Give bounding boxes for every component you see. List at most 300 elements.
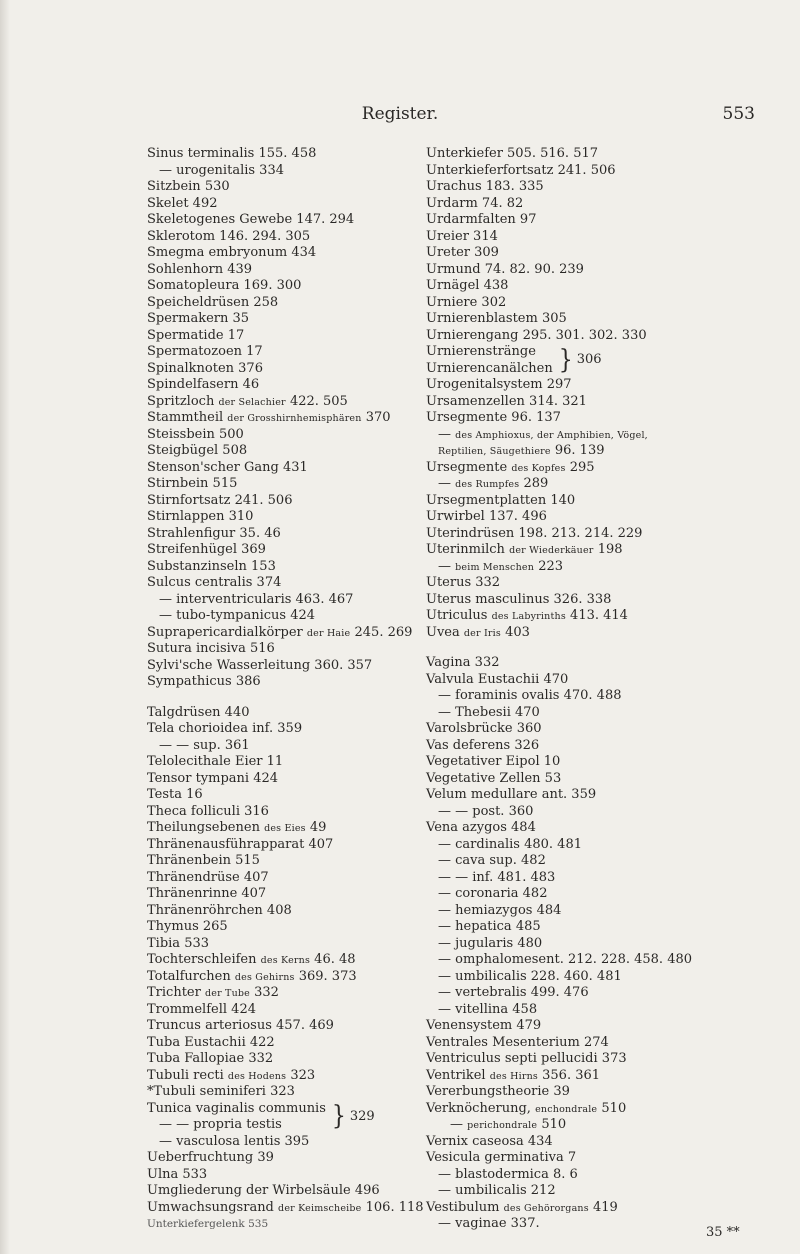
index-entry [147, 721, 402, 738]
index-entry [147, 410, 402, 427]
entry-term: Sklerotom 146. 294. 305 [147, 228, 311, 244]
entry-qualifier: enchondrale [535, 1103, 598, 1115]
entry-term: — cava sup. 482 [438, 853, 546, 868]
index-entry [426, 509, 798, 526]
entry-qualifier: des Labyrinths [491, 611, 566, 622]
entry-term: Spermatide 17 [147, 327, 245, 343]
entry-term: Testa 16 [147, 787, 203, 802]
index-entry [147, 641, 402, 658]
entry-term: Unterkieferfortsatz 241. 506 [426, 162, 616, 178]
entry-term: — — sup. 361 [159, 737, 250, 753]
entry-term: Strahlenfigur 35. 46 [147, 525, 281, 541]
index-entry: Urnierenstränge [426, 344, 536, 359]
entry-qualifier: des Eies [264, 823, 306, 834]
entry-term: — hepatica 485 [438, 919, 541, 934]
index-entry [426, 592, 798, 609]
entry-term: Ventrikel [426, 1067, 486, 1083]
index-entry [426, 163, 798, 180]
page-reference: 369. 373 [298, 968, 357, 984]
entry-term: Sympathicus 386 [147, 674, 261, 689]
index-entry [147, 328, 402, 345]
entry-term: Tensor tympani 424 [147, 770, 279, 786]
index-entry [147, 969, 402, 986]
index-entry [147, 1167, 402, 1184]
index-entry [426, 196, 798, 213]
index-entry [426, 427, 798, 444]
entry-term: Thränenausführapparat 407 [147, 836, 334, 852]
entry-term: — umbilicalis 212 [438, 1183, 556, 1198]
entry-term: Uterinmilch [426, 542, 505, 557]
index-entry [147, 526, 402, 543]
entry-term: Urmund 74. 82. 90. 239 [426, 261, 584, 277]
entry-term: Telolecithale Eier 11 [147, 754, 284, 769]
page-reference: 422. 505 [289, 393, 348, 409]
index-entry [426, 936, 798, 953]
entry-term: Uvea [426, 624, 460, 640]
index-entry [147, 163, 402, 180]
index-entry [147, 278, 402, 295]
entry-term: Vagina 332 [426, 655, 500, 670]
entry-term: — blastodermica 8. 6 [438, 1166, 578, 1182]
index-entry [426, 625, 798, 642]
entry-term: — umbilicalis 228. 460. 481 [438, 968, 622, 984]
page-header [0, 104, 800, 134]
entry-term: Tuba Fallopiae 332 [147, 1051, 274, 1066]
index-entry [426, 1117, 798, 1134]
entry-qualifier: der Grosshirnhemisphären [227, 413, 362, 424]
entry-term: Thymus 265 [147, 919, 228, 934]
entry-qualifier: des Gehirns [234, 971, 295, 983]
index-column-left [147, 146, 424, 1233]
entry-term: *Tubuli seminiferi 323 [147, 1084, 295, 1099]
entry-term: Sohlenhorn 439 [147, 261, 253, 277]
page-reference: 295 [569, 459, 595, 475]
index-entry [426, 311, 798, 328]
entry-term: Urdarm 74. 82 [426, 195, 524, 211]
page-reference: 370 [365, 410, 391, 425]
page-number: 553 [722, 104, 755, 124]
entry-term: Thränenbein 515 [147, 853, 260, 868]
page-reference: 323 [290, 1067, 316, 1083]
entry-term: Ursamenzellen 314. 321 [426, 393, 587, 409]
index-entry [426, 377, 798, 394]
index-entry [426, 985, 798, 1002]
entry-qualifier: der Keimscheibe [278, 1202, 362, 1214]
index-entry [426, 820, 798, 837]
entry-term: — cardinalis 480. 481 [438, 836, 582, 852]
entry-term: Vena azygos 484 [426, 820, 536, 835]
index-entry [147, 1035, 402, 1052]
entry-term: — vaginae 337. [438, 1216, 540, 1231]
index-entry [147, 493, 402, 510]
page-title: Register. [361, 104, 439, 124]
entry-term: Verknöcherung, [426, 1100, 531, 1116]
entry-term: Spritzloch [147, 393, 215, 409]
index-entry [147, 754, 402, 771]
entry-term: Umgliederung der Wirbelsäule 496 [147, 1183, 380, 1198]
index-entry [147, 1018, 402, 1035]
page-reference: 510 [601, 1100, 627, 1116]
index-entry [147, 1199, 424, 1217]
page-reference: 46. 48 [314, 952, 356, 967]
entry-term: Truncus arteriosus 457. 469 [147, 1018, 334, 1033]
entry-term: Urnägel 438 [426, 278, 509, 293]
entry-term: Speicheldrüsen 258 [147, 294, 279, 310]
entry-term: Venensystem 479 [426, 1018, 542, 1033]
index-entry [426, 295, 798, 312]
entry-term: Spindelfasern 46 [147, 377, 260, 392]
index-entry [426, 754, 798, 771]
index-entry [147, 936, 402, 953]
page-reference: 329 [349, 1108, 375, 1124]
index-entry [426, 804, 798, 821]
index-entry [147, 804, 402, 821]
page-reference: 306 [576, 352, 602, 368]
index-entry [426, 1101, 798, 1118]
index-entry [426, 952, 798, 969]
index-entry [147, 853, 402, 870]
index-entry [147, 1002, 402, 1019]
page-reference: 223 [538, 558, 564, 574]
index-entry [426, 1167, 798, 1184]
index-entry [147, 674, 402, 691]
entry-term: Vegetativer Eipol 10 [426, 754, 561, 769]
index-entry [147, 658, 402, 675]
index-entry [147, 592, 402, 609]
page-reference: 510 [541, 1117, 567, 1132]
entry-term: Vesicula germinativa 7 [426, 1150, 577, 1165]
entry-term: Sylvi'sche Wasserleitung 360. 357 [147, 657, 373, 673]
index-entry: Tunica vaginalis communis [147, 1100, 326, 1116]
entry-term: Skelet 492 [147, 195, 218, 211]
index-entry [147, 476, 402, 493]
entry-term: Somatopleura 169. 300 [147, 278, 302, 293]
index-entry [147, 738, 402, 755]
index-entry [147, 229, 402, 246]
entry-term: Ventrales Mesenterium 274 [426, 1034, 609, 1050]
index-entry [147, 295, 402, 312]
entry-term: Stenson'scher Gang 431 [147, 459, 308, 475]
index-entry [426, 460, 798, 477]
index-entry [147, 559, 402, 576]
entry-term: Sinus terminalis 155. 458 [147, 146, 317, 161]
page-edge-shadow [0, 0, 10, 1254]
index-entry [147, 985, 402, 1002]
index-entry [426, 969, 798, 986]
entry-qualifier: des Gehörorgans [503, 1202, 589, 1214]
entry-term: Sulcus centralis 374 [147, 575, 282, 590]
entry-term: Trichter [147, 985, 201, 1000]
index-entry [426, 870, 798, 887]
entry-qualifier: der Tube [204, 988, 250, 999]
index-entry [426, 1183, 798, 1200]
index-entry [147, 820, 402, 837]
index-entry [147, 1134, 402, 1151]
entry-term: Spermakern 35 [147, 311, 250, 326]
entry-term: Smegma embryonum 434 [147, 245, 317, 260]
entry-qualifier: der Wiederkäuer [509, 545, 594, 556]
index-entry [147, 361, 402, 378]
index-entry [426, 212, 798, 229]
index-entry [147, 608, 402, 625]
index-entry [147, 1068, 402, 1085]
index-entry [426, 787, 798, 804]
entry-qualifier: des Rumpfes [455, 479, 520, 490]
entry-term: Trommelfell 424 [147, 1001, 256, 1017]
index-entry [147, 245, 402, 262]
entry-term: Ureter 309 [426, 245, 499, 260]
index-entry [147, 787, 402, 804]
entry-term: Skeletogenes Gewebe 147. 294 [147, 212, 355, 227]
entry-term: — tubo-tympanicus 424 [159, 608, 316, 623]
index-entry [426, 526, 798, 543]
index-entry [426, 608, 798, 625]
entry-term: Thränenröhrchen 408 [147, 902, 292, 918]
index-column-right [426, 146, 798, 1233]
entry-term: — hemiazygos 484 [438, 902, 562, 918]
page-reference: 106. 118 [365, 1199, 424, 1215]
entry-term: Tubuli recti [147, 1067, 224, 1083]
entry-qualifier: der Iris [463, 627, 501, 639]
index-entry [147, 443, 402, 460]
index-entry [147, 344, 402, 361]
index-entry [147, 771, 402, 788]
index-entry [426, 245, 798, 262]
entry-qualifier: der Haie [306, 627, 351, 639]
page-reference: 356. 361 [542, 1067, 601, 1083]
entry-term: — [450, 1117, 463, 1132]
entry-term: Streifenhügel 369 [147, 542, 266, 557]
entry-term: Urachus 183. 335 [426, 179, 544, 194]
entry-term: Tibia 533 [147, 935, 210, 951]
entry-term: Unterkiefergelenk 535 [147, 1218, 269, 1230]
entry-term: Stammtheil [147, 410, 224, 425]
entry-term: Uterus 332 [426, 575, 501, 590]
entry-qualifier: Reptilien, Säugethiere [438, 446, 551, 457]
index-entry [147, 460, 402, 477]
index-entry [426, 542, 798, 559]
entry-term: Sitzbein 530 [147, 179, 230, 194]
index-entry [426, 1002, 798, 1019]
entry-term: Stirnbein 515 [147, 476, 238, 491]
index-entry [426, 443, 798, 460]
entry-qualifier: der Selachier [218, 396, 286, 408]
brace-mark: } [331, 1101, 346, 1132]
entry-term: Totalfurchen [147, 968, 231, 984]
entry-term: Theca folliculi 316 [147, 803, 269, 819]
index-entry [426, 1200, 798, 1217]
entry-term: Sutura incisiva 516 [147, 641, 275, 656]
index-entry-group [426, 344, 798, 377]
index-entry [426, 262, 798, 279]
entry-term: Ureier 314 [426, 228, 498, 244]
entry-term: Urnierengang 295. 301. 302. 330 [426, 327, 647, 343]
entry-term: Ursegmentplatten 140 [426, 492, 576, 508]
entry-term: Ueberfruchtung 39 [147, 1150, 274, 1165]
index-entry [426, 1018, 798, 1035]
index-entry [426, 1150, 798, 1167]
index-entry [147, 212, 402, 229]
entry-term: Urwirbel 137. 496 [426, 509, 547, 524]
entry-term: Urniere 302 [426, 294, 507, 310]
index-entry [426, 575, 798, 592]
entry-qualifier: des Hodens [227, 1070, 287, 1082]
index-entry [426, 1134, 798, 1151]
entry-term: Spinalknoten 376 [147, 360, 263, 376]
index-entry [426, 328, 798, 345]
index-entry [147, 509, 402, 526]
index-entry [426, 919, 798, 936]
entry-term: Uterus masculinus 326. 338 [426, 591, 612, 607]
entry-term: Uterindrüsen 198. 213. 214. 229 [426, 525, 643, 541]
index-entry [426, 1068, 798, 1085]
index-entry [426, 721, 798, 738]
index-entry [147, 1051, 402, 1068]
entry-qualifier: des Kerns [260, 955, 311, 966]
index-entry [426, 146, 798, 163]
index-entry [426, 278, 798, 295]
entry-term: Vernix caseosa 434 [426, 1133, 553, 1149]
entry-term: — [438, 426, 451, 442]
entry-term: Theilungsebenen [147, 820, 260, 835]
entry-term: Tochterschleifen [147, 952, 257, 967]
index-entry [147, 903, 402, 920]
index-entry [426, 493, 798, 510]
index-entry [147, 870, 402, 887]
entry-term: Tuba Eustachii 422 [147, 1034, 275, 1050]
entry-term: Umwachsungsrand [147, 1199, 274, 1215]
index-entry [147, 1216, 402, 1233]
entry-term: — vertebralis 499. 476 [438, 985, 589, 1000]
page-reference: 413. 414 [570, 608, 628, 623]
index-entry [147, 179, 402, 196]
entry-term: Spermatozoen 17 [147, 344, 263, 359]
entry-term: — jugularis 480 [438, 935, 543, 951]
index-entry [147, 196, 402, 213]
entry-term: Suprapericardialkörper [147, 624, 303, 640]
index-entry [426, 1084, 798, 1101]
index-entry [147, 705, 402, 722]
index-entry [147, 377, 402, 394]
page-reference: 419 [592, 1199, 618, 1215]
entry-term: Steissbein 500 [147, 426, 244, 442]
entry-term: Urogenitalsystem 297 [426, 377, 572, 392]
entry-qualifier: perichondrale [467, 1120, 538, 1131]
index-entry [426, 771, 798, 788]
page-reference: 403 [505, 624, 530, 640]
entry-term: — [438, 558, 451, 574]
index-entry [147, 427, 402, 444]
entry-qualifier: des Hirns [489, 1070, 538, 1082]
entry-term: — vitellina 458 [438, 1001, 538, 1017]
entry-term: Unterkiefer 505. 516. 517 [426, 146, 599, 161]
page-reference: 198 [597, 542, 623, 557]
index-entry [426, 410, 798, 427]
page-reference: 289 [523, 476, 549, 491]
index-entry [147, 1150, 402, 1167]
index-entry [147, 575, 402, 592]
entry-term: Utriculus [426, 608, 488, 623]
entry-term: Talgdrüsen 440 [147, 704, 250, 720]
entry-term: Stirnfortsatz 241. 506 [147, 492, 293, 508]
entry-term: Ursegmente [426, 459, 508, 475]
entry-term: Substanzinseln 153 [147, 558, 276, 574]
index-entry [426, 853, 798, 870]
index-entry [147, 146, 402, 163]
index-entry [147, 837, 402, 854]
index-entry: Urnierencanälchen [426, 360, 553, 376]
index-entry [426, 738, 798, 755]
entry-term: Thränendrüse 407 [147, 869, 269, 885]
index-entry [426, 886, 798, 903]
index-entry [426, 1035, 798, 1052]
index-entry [147, 394, 402, 411]
entry-term: — — post. 360 [438, 803, 534, 819]
index-entry [426, 655, 798, 672]
page-reference: 332 [254, 985, 279, 1000]
entry-term: Stirnlappen 310 [147, 509, 254, 524]
index-entry [426, 394, 798, 411]
index-entry [426, 903, 798, 920]
entry-term: Urnierenblastem 305 [426, 311, 567, 326]
index-entry [426, 672, 798, 689]
entry-term: — Thebesii 470 [438, 704, 540, 720]
index-entry [426, 688, 798, 705]
index-entry [147, 311, 402, 328]
signature-mark: 35 ** [706, 1225, 740, 1240]
index-entry [426, 837, 798, 854]
entry-term: — [438, 476, 451, 491]
entry-term: Velum medullare ant. 359 [426, 787, 597, 802]
index-entry [147, 624, 413, 642]
entry-term: — foraminis ovalis 470. 488 [438, 688, 622, 703]
index-entry [426, 1216, 798, 1233]
entry-term: Tela chorioidea inf. 359 [147, 721, 303, 736]
entry-qualifier: des Kopfes [511, 462, 566, 474]
index-entry [147, 919, 402, 936]
entry-term: — — inf. 481. 483 [438, 869, 556, 885]
index-entry [147, 1183, 402, 1200]
index-entry [147, 262, 402, 279]
entry-term: — urogenitalis 334 [159, 162, 284, 178]
index-entry [426, 705, 798, 722]
entry-term: Valvula Eustachii 470 [426, 671, 569, 687]
entry-term: Vestibulum [426, 1199, 500, 1215]
entry-term: Ursegmente 96. 137 [426, 410, 561, 425]
page-reference: 96. 139 [554, 443, 605, 458]
index-entry [147, 886, 402, 903]
entry-term: Ventriculus septi pellucidi 373 [426, 1051, 627, 1066]
entry-term: — interventricularis 463. 467 [159, 591, 354, 607]
page-reference: 245. 269 [354, 624, 413, 640]
entry-term: Steigbügel 508 [147, 443, 248, 458]
index-entry [426, 1051, 798, 1068]
index-entry: — — propria testis [159, 1117, 282, 1132]
entry-term: Ulna 533 [147, 1166, 208, 1182]
entry-term: Vererbungstheorie 39 [426, 1084, 570, 1099]
page-reference: 49 [309, 820, 327, 835]
entry-term: Vas deferens 326 [426, 737, 540, 753]
entry-term: Vegetative Zellen 53 [426, 770, 562, 786]
brace-mark: } [558, 344, 573, 375]
entry-term: — omphalomesent. 212. 228. 458. 480 [438, 952, 693, 967]
index-entry [147, 542, 402, 559]
entry-term: Varolsbrücke 360 [426, 721, 542, 736]
entry-term: Urdarmfalten 97 [426, 212, 537, 227]
index-entry [147, 1084, 402, 1101]
entry-qualifier: beim Menschen [455, 561, 535, 573]
index-entry-group [147, 1101, 402, 1134]
